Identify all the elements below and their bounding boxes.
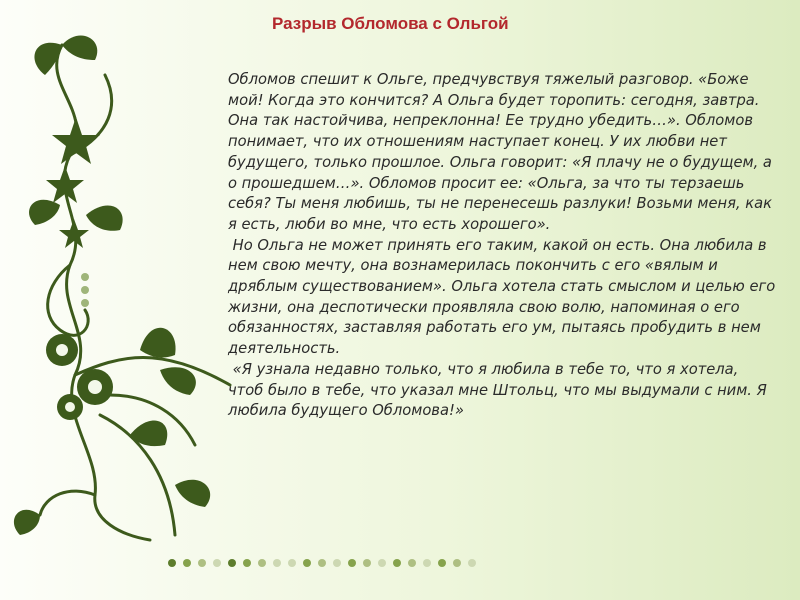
decorative-dot-icon: [378, 559, 386, 567]
decorative-dot-icon: [348, 559, 356, 567]
slide-title: Разрыв Обломова с Ольгой: [272, 14, 509, 33]
decorative-dot-icon: [468, 559, 476, 567]
decorative-dot-icon: [273, 559, 281, 567]
decorative-dot-icon: [423, 559, 431, 567]
decorative-dot-icon: [288, 559, 296, 567]
decorative-dot-icon: [333, 559, 341, 567]
decorative-dot-icon: [363, 559, 371, 567]
slide-body-text: [228, 70, 778, 422]
decorative-dot-icon: [438, 559, 446, 567]
decorative-dot-icon: [198, 559, 206, 567]
body-paragraph: Обломов спешит к Ольге, предчувствуя тяжелый разговор. «Боже мой! Когда это кончится? А Ольга будет торопить: сегодня, завтра. Она так настойчива, непреклонна! Ее трудно убедить…». Обломов понимает, что их отношениям наступает конец. У их любви нет будущего, только прошлое. Ольга говорит: «Я плачу не о будущем, а о прошедшем…». Обломов просит ее: «Ольга, за что ты терзаешь себя? Ты меня любишь, ты не перенесешь разлуки! Возьми меня, как я есть, люби во мне, что есть хорошего».: [228, 71, 773, 233]
decorative-dot-icon: [408, 559, 416, 567]
decorative-dot-icon: [393, 559, 401, 567]
decorative-dot-icon: [228, 559, 236, 567]
decorative-dot-icon: [258, 559, 266, 567]
decorative-dot-icon: [168, 559, 176, 567]
body-paragraph: «Я узнала недавно только, что я любила в тебе то, что я хотела, чтоб было в тебе, что указал мне Штольц, что мы выдумали с ним. Я любила будущего Обломова!»: [228, 360, 767, 420]
decorative-dot-icon: [318, 559, 326, 567]
decorative-dot-icon: [213, 559, 221, 567]
decorative-dots: [168, 559, 476, 567]
decorative-dot-icon: [183, 559, 191, 567]
floral-vine-ornament-icon: [0, 15, 240, 560]
decorative-dot-icon: [453, 559, 461, 567]
decorative-dot-icon: [303, 559, 311, 567]
body-paragraph: Но Ольга не может принять его таким, какой он есть. Она любила в нем свою мечту, она вознамерилась покончить с его «вялым и дряблым существованием». Ольга хотела стать смыслом и целью его жизни, она деспотически проявляла свою волю, напоминая о его обязанностях, заставляя работать его ум, пытаясь пробудить в нем деятельность.: [228, 236, 776, 358]
decorative-dot-icon: [243, 559, 251, 567]
